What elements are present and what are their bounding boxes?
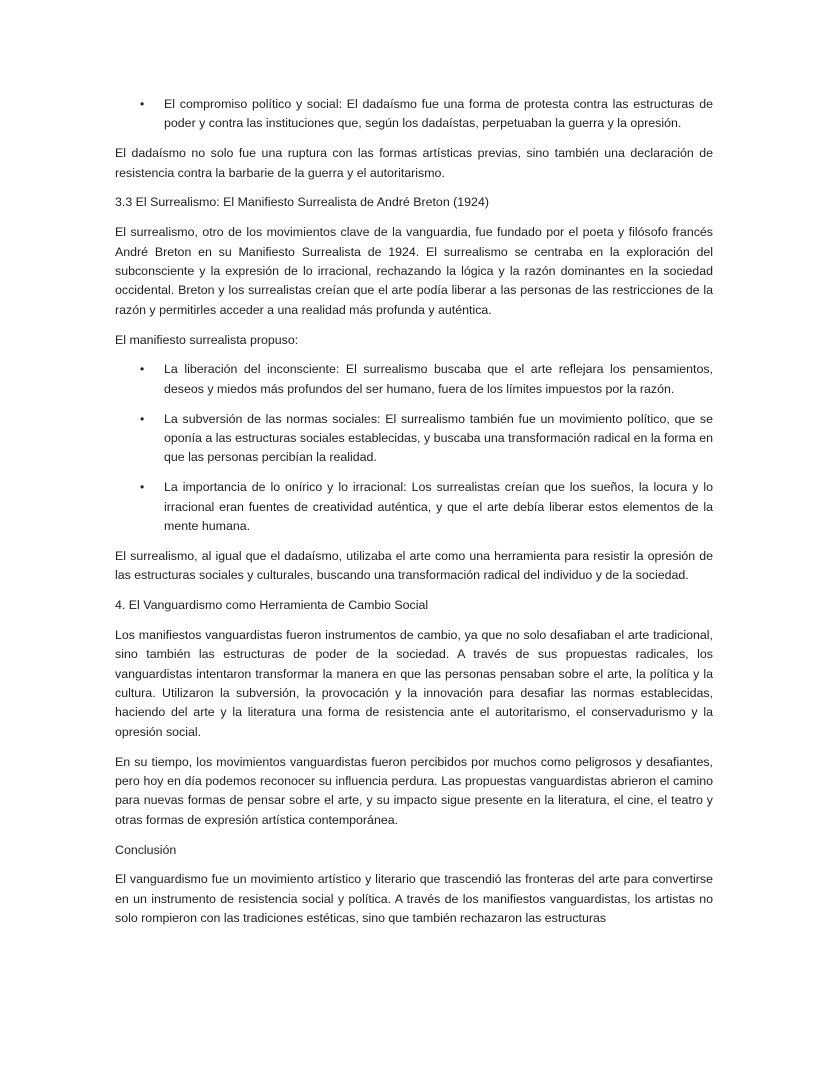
- list-item: [115, 95, 713, 134]
- list-item-text: El compromiso político y social: El dadaísmo fue una forma de protesta contra las estructuras de poder y contra las instituciones que, según los dadaístas, perpetuaban la guerra y la opresión.: [164, 97, 713, 131]
- paragraph-surrealismo-intro: El surrealismo, otro de los movimientos clave de la vanguardia, fue fundado por el poeta y filósofo francés André Breton en su Manifiesto Surrealista de 1924. El surrealismo se centraba en la exploración del subconsciente y la expresión de lo irracional, rechazando la lógica y la razón dominantes en la sociedad occidental. Breton y los surrealistas creían que el arte podía liberar a las personas de las restricciones de la razón y permitirles acceder a una realidad más profunda y auténtica.: [115, 225, 713, 317]
- bullet-icon: •: [140, 97, 145, 111]
- bullet-list-surrealismo: [115, 360, 713, 536]
- section-heading-3-3: 3.3 El Surrealismo: El Manifiesto Surrealista de André Breton (1924): [115, 195, 489, 210]
- paragraph-cambio-social-2: En su tiempo, los movimientos vanguardistas fueron percibidos por muchos como peligrosos y desafiantes, pero hoy en día podemos reconocer su influencia perdura. Las propuestas vanguardistas abrieron el camino para nuevas formas de pensar sobre el arte, y su impacto sigue presente en la literatura, el cine, el teatro y otras formas de expresión artística contemporánea.: [115, 754, 713, 827]
- bullet-icon: •: [140, 362, 145, 377]
- paragraph-dada-conclusion: El dadaísmo no solo fue una ruptura con las formas artísticas previas, sino también una declaración de resistencia contra la barbarie de la guerra y el autoritarismo.: [115, 146, 713, 180]
- paragraph-cambio-social-1: Los manifiestos vanguardistas fueron instrumentos de cambio, ya que no solo desafiaban el arte tradicional, sino también las estructuras de poder de la sociedad. A través de sus propuestas radicales, los vanguardistas intentaron transformar la manera en que las personas pensaban sobre el arte, la política y la cultura. Utilizaron la subversión, la provocación y la innovación para desafiar las normas establecidas, haciendo del arte y la literatura una forma de resistencia ante el autoritarismo, el conservadurismo y la opresión social.: [115, 627, 713, 739]
- section-heading-conclusion: Conclusión: [115, 842, 177, 857]
- list-item-text: La liberación del inconsciente: El surrealismo buscaba que el arte reflejara los pensamientos, deseos y miedos más profundos del ser humano, fuera de los límites impuestos por la razón.: [164, 362, 713, 396]
- bullet-icon: •: [140, 411, 145, 426]
- list-item: [115, 360, 713, 399]
- section-heading-4: 4. El Vanguardismo como Herramienta de Cambio Social: [115, 598, 429, 613]
- list-item: [115, 410, 713, 468]
- list-item: [115, 478, 713, 536]
- list-item-text: La subversión de las normas sociales: El surrealismo también fue un movimiento político, que se oponía a las estructuras sociales establecidas, y buscaba una transformación radical en la forma en que las personas percibían la realidad.: [164, 411, 713, 465]
- bullet-list-dada: [115, 95, 713, 134]
- list-item-text: La importancia de lo onírico y lo irracional: Los surrealistas creían que los sueños, la locura y lo irracional eran fuentes de creatividad auténtica, y que el arte debía liberar estos elementos de la mente humana.: [164, 480, 713, 534]
- document-page: [115, 95, 713, 939]
- paragraph-manifiesto-propuso: El manifiesto surrealista propuso:: [115, 332, 299, 347]
- bullet-icon: •: [140, 480, 145, 495]
- paragraph-surrealismo-conclusion: El surrealismo, al igual que el dadaísmo, utilizaba el arte como una herramienta para resistir la opresión de las estructuras sociales y culturales, buscando una transformación radical del individuo y de la sociedad.: [115, 548, 713, 583]
- paragraph-conclusion: El vanguardismo fue un movimiento artístico y literario que trascendió las fronteras del arte para convertirse en un instrumento de resistencia social y política. A través de los manifiestos vanguardistas, los artistas no solo rompieron con las tradiciones estéticas, sino que también rechazaron las estructuras: [115, 872, 713, 926]
